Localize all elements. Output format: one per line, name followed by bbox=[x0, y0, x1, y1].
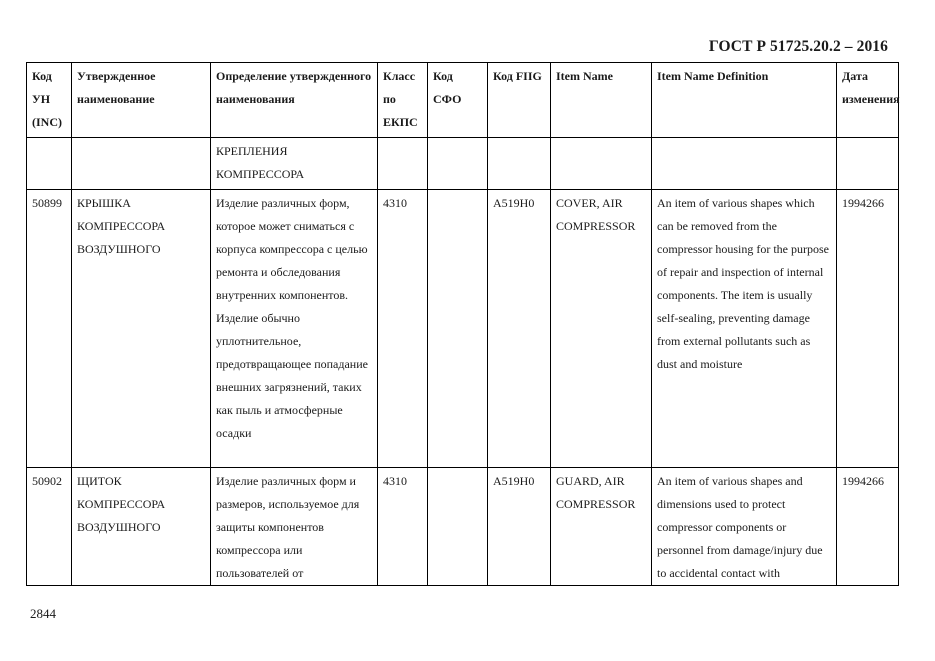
table-row bbox=[27, 190, 899, 468]
cell-definition: Изделие различных форм и размеров, используемое для защиты компонентов компрессора или пользователей от bbox=[211, 468, 378, 586]
cell-item-name bbox=[551, 138, 652, 190]
cell-sfo-code bbox=[428, 190, 488, 468]
cell-definition: Изделие различных форм, которое может сниматься с корпуса компрессора с целью ремонта и обследования внутренних компонентов. Изделие обычно уплотнительное, предотвращающее попадание внешних загрязнений, таких как пыль и атмосферные осадки bbox=[211, 190, 378, 468]
cell-approved-name: КРЫШКА КОМПРЕССОРА ВОЗДУШНОГО bbox=[72, 190, 211, 468]
cell-item-name-definition bbox=[652, 138, 837, 190]
cell-definition: КРЕПЛЕНИЯ КОМПРЕССОРА bbox=[211, 138, 378, 190]
header-item-name: Item Name bbox=[551, 63, 652, 138]
header-fiig-code: Код FIIG bbox=[488, 63, 551, 138]
page-number: 2844 bbox=[30, 606, 56, 621]
cell-fiig-code: A519H0 bbox=[488, 468, 551, 586]
cell-item-name-definition: An item of various shapes which can be removed from the compressor housing for the purpose of repair and inspection of internal components. The item is usually self-sealing, preventing damage from external pollutants such as dust and moisture bbox=[652, 190, 837, 468]
cell-sfo-code bbox=[428, 468, 488, 586]
cell-ekps-class: 4310 bbox=[378, 190, 428, 468]
cell-fiig-code: A519H0 bbox=[488, 190, 551, 468]
cell-approved-name: ЩИТОК КОМПРЕССОРА ВОЗДУШНОГО bbox=[72, 468, 211, 586]
cell-change-date: 1994266 bbox=[837, 190, 899, 468]
header-definition: Определение утвержденного наименования bbox=[211, 63, 378, 138]
standard-title: ГОСТ Р 51725.20.2 – 2016 bbox=[708, 38, 888, 55]
cell-ekps-class: 4310 bbox=[378, 468, 428, 586]
cell-inc: 50902 bbox=[27, 468, 72, 586]
table-row bbox=[27, 138, 899, 190]
cell-sfo-code bbox=[428, 138, 488, 190]
cell-fiig-code bbox=[488, 138, 551, 190]
header-ekps-class: Класс по ЕКПС bbox=[378, 63, 428, 138]
cell-inc bbox=[27, 138, 72, 190]
header-inc: Код УН (INC) bbox=[27, 63, 72, 138]
cell-inc: 50899 bbox=[27, 190, 72, 468]
header-item-name-definition: Item Name Definition bbox=[652, 63, 837, 138]
nomenclature-table bbox=[26, 62, 899, 586]
table-header-row bbox=[27, 63, 899, 138]
cell-change-date bbox=[837, 138, 899, 190]
header-sfo-code: Код СФО bbox=[428, 63, 488, 138]
cell-change-date: 1994266 bbox=[837, 468, 899, 586]
table-row bbox=[27, 468, 899, 586]
cell-approved-name bbox=[72, 138, 211, 190]
cell-item-name: GUARD, AIR COMPRESSOR bbox=[551, 468, 652, 586]
header-approved-name: Утвержденное наименование bbox=[72, 63, 211, 138]
cell-item-name: COVER, AIR COMPRESSOR bbox=[551, 190, 652, 468]
cell-ekps-class bbox=[378, 138, 428, 190]
header-change-date: Дата изменения bbox=[837, 63, 899, 138]
cell-item-name-definition: An item of various shapes and dimensions used to protect compressor components or personnel from damage/injury due to accidental contact with bbox=[652, 468, 837, 586]
